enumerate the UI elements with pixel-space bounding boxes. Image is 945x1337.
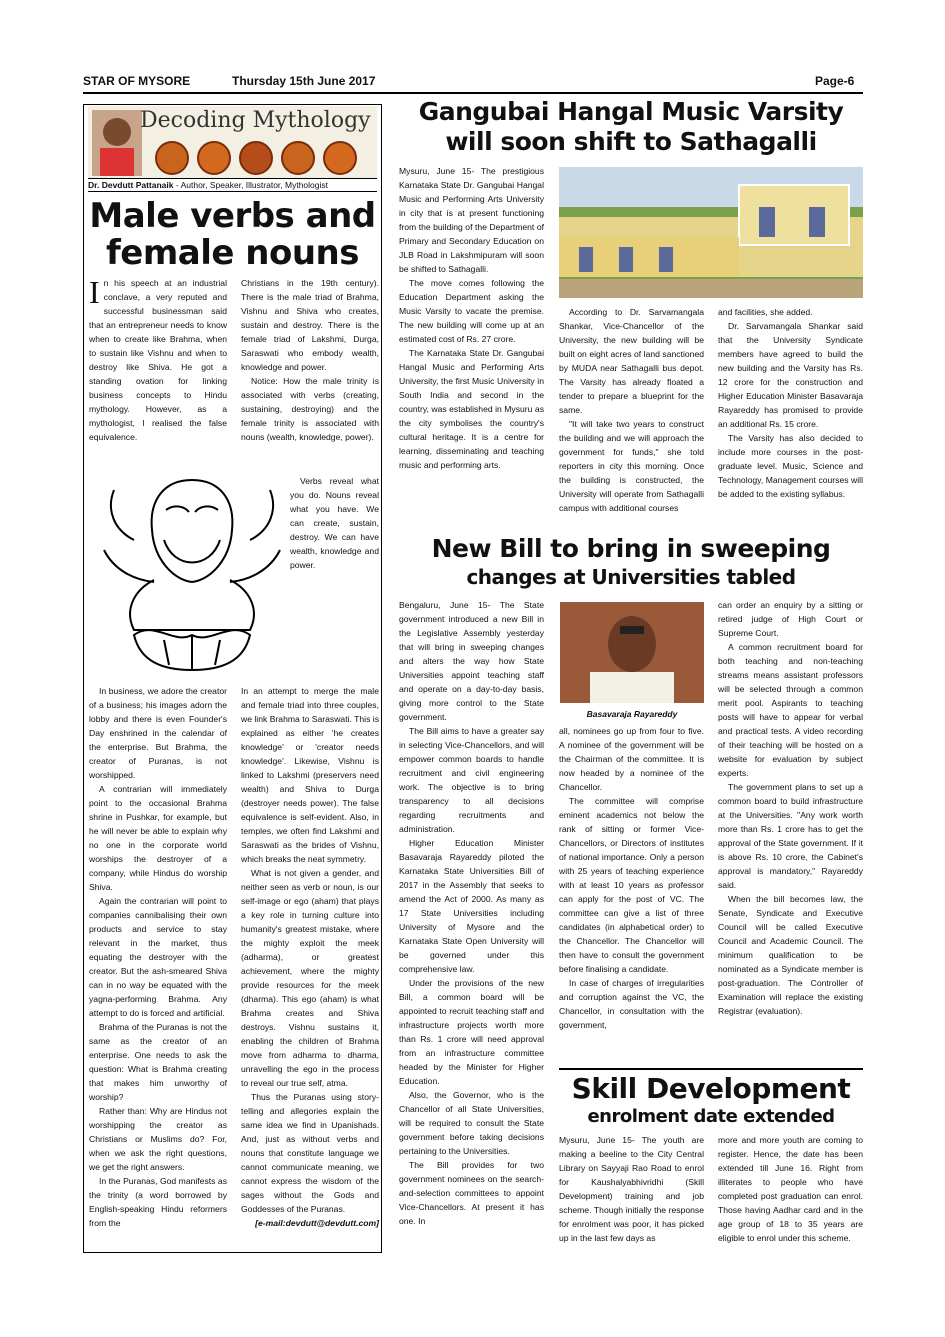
bill-para-5: Also, the Governor, who is the Chancellor of all State Universities, will be required to consult the State government before taking decisions pertaining to the Universities.	[399, 1090, 544, 1156]
gangubai-para-6: and facilities, she added.	[718, 307, 813, 317]
column-para-4: Again the contrarian will point to companies cannibalising their own products and service to stay relevant in the market, thus equating the destroyer with the creator. But the ash-smeared Shiva can in no way be equated with the yagna-performing Brahma. Any attempt to do is forced and artificial.	[89, 896, 227, 1018]
skill-col-2	[718, 1133, 863, 1245]
gangubai-para-3: The Karnataka State Dr. Gangubai Hangal Music and Performing Arts University, the first Music University in South India and second in the country, was established in Mysuru as the city symbolises the country's cultural heritage. It is a centre for learning, disseminating and teaching music and performing arts.	[399, 348, 544, 470]
author-role: - Author, Speaker, Illustrator, Mythologist	[173, 180, 328, 190]
column2-para-2: Notice: How the male trinity is associated with verbs (creating, sustaining, destroying) and the female trinity is associated with nouns (wealth, knowledge, power).	[241, 376, 379, 442]
bill-para-3: Higher Education Minister Basavaraja Rayareddy piloted the Karnataka State Universities Bill of 2017 in the Assembly that seeks to amend the Act of 2000. As many as 17 State Universities including University of Mysore and the Karnataka State Open University will be governed under this comprehensive law.	[399, 838, 544, 974]
bill-para-11: A common recruitment board for both teaching and non-teaching streams means assistant professors will be selected through a common merit pool. Aspirants to teaching posts will have to appear for verbal and practical tests. A video recording of their teaching will be hosted on a website for evaluation by subject experts.	[718, 642, 863, 778]
newspaper-name: STAR OF MYSORE	[83, 74, 191, 88]
rayareddy-photo	[560, 602, 704, 703]
gangubai-headline-line-1: Gangubai Hangal Music Varsity	[418, 97, 844, 126]
skill-headline	[556, 1072, 866, 1128]
issue-date: Thursday 15th June 2017	[232, 74, 376, 88]
column2-para-1: Christians in the 19th century). There is the male triad of Brahma, Vishnu and Shiva who creates, sustain and destroy. There is the female triad of Lakshmi, Durga, Saraswati who embody wealth, knowledge and power.	[241, 278, 379, 372]
column-text-1a	[89, 276, 227, 444]
bill-headline	[395, 534, 867, 590]
gangubai-col-3	[718, 305, 863, 501]
column-text-2b	[290, 474, 379, 572]
header-rule	[83, 92, 863, 94]
skill-para-1: Mysuru, June 15- The youth are making a beeline to the City Central Library on Sayyaji Rao Road to enrol for Kaushalyabhivridhi (Skill Development) training and job scheme. Though initially the response for enrolment was poor, it has picked up in the last few days as	[559, 1135, 704, 1243]
column-para-3: A contrarian will immediately point to the occasional Brahma shrine in Pushkar, for example, but he will never be able to explain why no one in the corporate world worships the destroyer of a company, while Hindus do worship Shiva.	[89, 784, 227, 892]
column-banner-title: Decoding Mythology	[140, 108, 371, 133]
portrait-drawing	[560, 602, 704, 703]
column-para-7: In the Puranas, God manifests as the trinity (a word borrowed by English-speaking Hindu reformers from the	[89, 1176, 227, 1228]
column-email: [e-mail:devdutt@devdutt.com]	[255, 1218, 379, 1228]
bill-headline-line-2: changes at Universities tabled	[466, 565, 796, 589]
column2-para-6: Thus the Puranas using story-telling and allegories explain the same idea we find in Upanishads. And, just as without verbs and nouns that constitute language we cannot communicate meaning, we cannot express the wisdom of the sages without the Gods and Goddesses of the Puranas.	[241, 1092, 379, 1214]
column-text-2c	[241, 684, 379, 1230]
drop-cap: I	[89, 274, 100, 310]
column-text-2a	[241, 276, 379, 444]
bill-para-8: The committee will comprise eminent academics not below the rank of sitting or former Vice-Chancellors, or Directors of institutes of national importance. Only a person with 25 years of teaching experience with at least 10 years as professor can apply for the post of VC. The committee can give a list of three candidates (in alphabetical order) to the Chancellor. The Chancellor will then have to consult the government before finalising a candidate.	[559, 796, 704, 974]
brahma-drawing	[94, 470, 290, 678]
skill-headline-line-2: enrolment date extended	[587, 1106, 835, 1127]
gangubai-col-1	[399, 164, 544, 472]
skill-headline-line-1: Skill Development	[571, 1072, 851, 1105]
column2-para-3: Verbs reveal what you do. Nouns reveal what you have. We can create, sustain, destroy. We can have wealth, knowledge and power.	[290, 476, 379, 570]
bill-para-13: When the bill becomes law, the Senate, Syndicate and Executive Council will be called Executive Council and Academic Council. The minimum qualification to be nominated as a Syndicate member is post-graduation. The Controller of Examination will replace the existing Registrar (evaluation).	[718, 894, 863, 1016]
page-number: Page-6	[815, 74, 855, 88]
skill-col-1	[559, 1133, 704, 1245]
skill-para-2: more and more youth are coming to register. Hence, the date has been extended till June 16. Right from illiterates to people who have completed post graduation can enrol. Those having Aadhar card and in the age group of 18 to 35 years are eligible to enrol under this scheme.	[718, 1135, 863, 1243]
brahma-illustration	[94, 470, 290, 678]
gangubai-para-8: The Varsity has also decided to include more courses in the post-graduate level. Music, Science and Technology, Management courses will be added to the existing syllabus.	[718, 433, 863, 499]
author-byline	[88, 178, 377, 192]
column-headline-line-2: female nouns	[106, 233, 359, 273]
bill-para-10: can order an enquiry by a sitting or retired judge of High Court or Supreme Court.	[718, 600, 863, 638]
column-headline	[86, 198, 379, 272]
bill-col-1	[399, 598, 544, 1228]
building-drawing	[559, 167, 863, 298]
gangubai-para-5: "It will take two years to construct the building and we will approach the government for funds," she told reporters in city this morning. Once the building is constructed, the University will operate from Sathagalli campus with additional courses	[559, 419, 704, 513]
gangubai-para-4: According to Dr. Sarvamangala Shankar, Vice-Chancellor of the University, the new building will be built on eight acres of land sanctioned by MUDA near Sathagalli bus depot. The Varsity has already floated a tender to prepare a blueprint for the same.	[559, 307, 704, 415]
bill-para-12: The government plans to set up a common board to build infrastructure at the Universities. "Any work worth more than Rs. 1 crore has to get the approval of the State government. If it is above Rs. 10 crore, the Cabinet's approval is mandatory," Rayareddy said.	[718, 782, 863, 890]
gangubai-para-2: The move comes following the Education Department asking the Music Varsity to vacate the premise. The new building will come up at an estimated cost of Rs. 27 crore.	[399, 278, 544, 344]
university-building-photo	[559, 167, 863, 298]
column-para-6: Rather than: Why are Hindus not worshipping the creator as Christians or Muslims do? For, when we ask the right questions, we get the right answers.	[89, 1106, 227, 1172]
author-name: Dr. Devdutt Pattanaik	[88, 180, 174, 190]
gangubai-headline-line-2: will soon shift to Sathagalli	[445, 127, 817, 156]
bill-col-3	[718, 598, 863, 1018]
photo-caption: Basavaraja Rayareddy	[586, 709, 678, 719]
gangubai-para-7: Dr. Sarvamangala Shankar said that the University Syndicate members have agreed to build the new building and the Varsity has Rs. 12 crore for the construction and Higher Education Minister Basavaraja Rayareddy has promised to provide an additional Rs. 15 crore.	[718, 321, 863, 429]
column2-para-4: In an attempt to merge the male and female triad into three couples, we link Brahma to Saraswati. This is explained as either 'he creates knowledge' or 'creator needs knowledge'. Likewise, Vishnu is linked to Lakshmi (preservers need wealth) and Shiva to Durga (destroyer needs power). The false equivalence is self-evident. Also, in temples, we often find Lakshmi and Saraswati as the brides of Vishnu, which breaks the neat symmetry.	[241, 686, 379, 864]
bill-para-2: The Bill aims to have a greater say in selecting Vice-Chancellors, and will empower common boards to handle recruitment and civil engineering work. The objective is to bring transparency to all decisions regarding recruitments and administration.	[399, 726, 544, 834]
column-headline-line-1: Male verbs and	[89, 196, 376, 236]
column2-para-5: What is not given a gender, and neither seen as verb or noun, is our self-image or ego (aham) that plays a key role in turning culture into humanity's greatest mistake, where the mighty exploit the meek (adharma), or greatest achievement, where the mighty provide resources for the meek (dharma). This ego (aham) is what Brahma creates and Shiva destroys. Vishnu sustains it, enabling the children of Brahma move from adharma to dharma, unravelling the ego in the process to reveal our true self, atma.	[241, 868, 379, 1088]
bill-para-7: all, nominees go up from four to five. A nominee of the government will be the Chairman of the committee. It is now headed by a nominee of the Chancellor.	[559, 726, 704, 792]
bill-col-2	[559, 724, 704, 1032]
bill-para-6: The Bill provides for two government nominees on the search-and-selection committees to appoint Vice-Chancellors. At present it has one. In	[399, 1160, 544, 1226]
bill-para-1: Bengaluru, June 15- The State government introduced a new Bill in the Legislative Assembly yesterday that will bring in sweeping changes and alters the way how State Universities appoint teaching staff and operate on a day-to-day basis, giving more control to the State government.	[399, 600, 544, 722]
gangubai-para-1: Mysuru, June 15- The prestigious Karnataka State Dr. Gangubai Hangal Music and Performing Arts University in city that is at present functioning from the building of the Department of Primary and Secondary Education on JLB Road in Lakshmipuram will soon be shifted to Sathagalli.	[399, 166, 544, 274]
gangubai-col-2	[559, 305, 704, 515]
bill-para-9: In case of charges of irregularities and corruption against the VC, the Chancellor, in consultation with the government,	[559, 978, 704, 1030]
bill-headline-line-1: New Bill to bring in sweeping	[431, 534, 831, 563]
column-para-5: Brahma of the Puranas is not the same as the creator of an enterprise. One needs to ask the question: What is Brahma creating that makes him unworthy of worship?	[89, 1022, 227, 1102]
column-text-1b	[89, 684, 227, 1230]
skill-rule	[559, 1068, 863, 1070]
column-para-1: n his speech at an industrial conclave, a very reputed and successful businessman said that an entrepreneur needs to know when to create like Brahma, when to sustain like Vishnu and when to destroy like Shiva. He got a standing ovation for linking business concepts to Hindu mythology. However, as a mythologist, I realised the false equivalence.	[89, 278, 227, 442]
column-para-2: In business, we adore the creator of a business; his images adorn the lobby and there is even Founder's Day enshrined in the calendar of the enterprise. But Brahma, the creator of Puranas, is not worshipped.	[89, 686, 227, 780]
gangubai-headline	[395, 97, 867, 157]
bill-para-4: Under the provisions of the new Bill, a common board will be appointed to recruit teaching staff and infrastructure projects worth more than Rs. 1 crore will need approval from an infrastructure committee headed by the Minister for Higher Education.	[399, 978, 544, 1086]
